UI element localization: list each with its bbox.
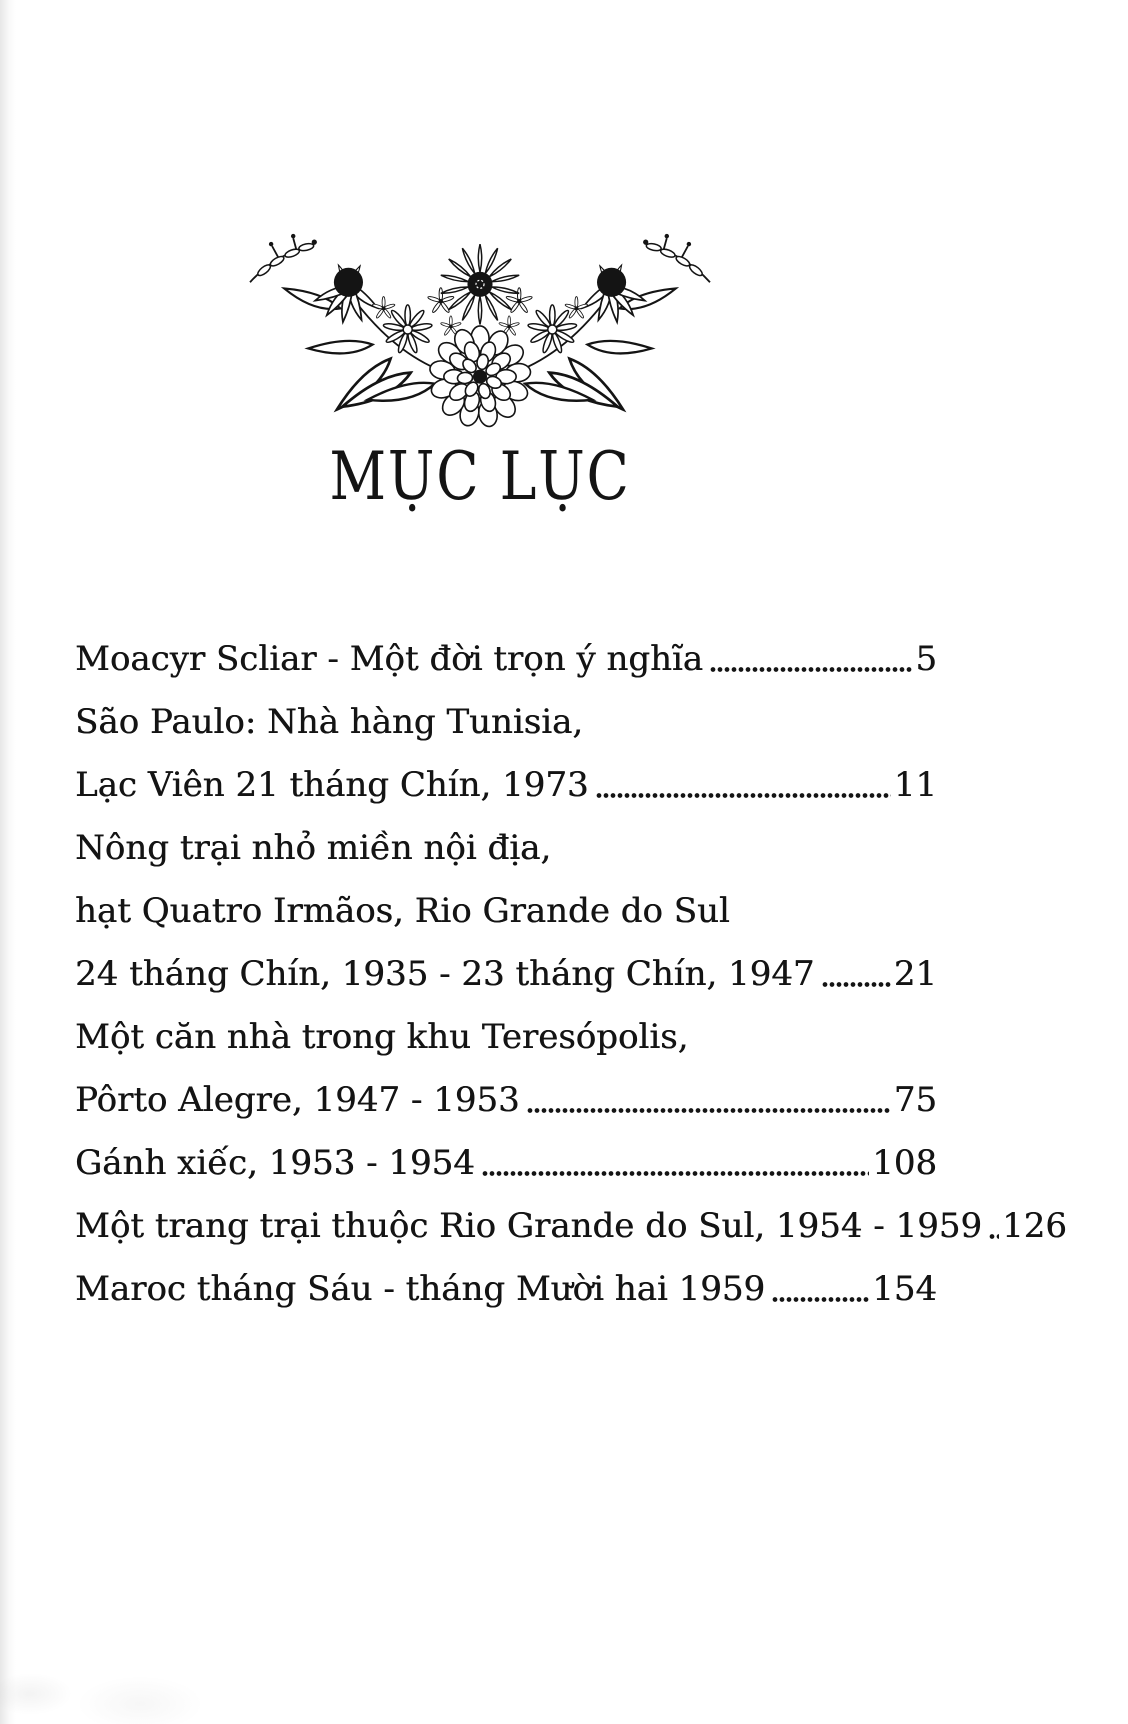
page-number: 11 xyxy=(893,765,937,805)
dotted-leader xyxy=(989,1232,999,1241)
toc-entry xyxy=(75,1079,937,1121)
dotted-leader xyxy=(596,791,891,800)
floral-ornament xyxy=(244,226,716,442)
toc-entry xyxy=(75,1016,937,1058)
toc-entry xyxy=(75,1205,1067,1247)
dotted-leader xyxy=(772,1295,869,1304)
toc-entry xyxy=(75,890,937,932)
page-number: 75 xyxy=(893,1080,937,1120)
page-title: MỤC LỤC xyxy=(329,438,631,515)
page-number: 126 xyxy=(1001,1206,1067,1246)
toc-entry-text: 24 tháng Chín, 1935 - 23 tháng Chín, 1947 xyxy=(75,954,815,994)
toc-entry-text: Lạc Viên 21 tháng Chín, 1973 xyxy=(75,765,589,805)
page-number: 108 xyxy=(872,1143,937,1183)
toc-entry xyxy=(75,827,937,869)
toc-entry-text: Moacyr Scliar - Một đời trọn ý nghĩa xyxy=(75,639,704,679)
scan-smudge xyxy=(0,1584,320,1724)
floral-garland-icon xyxy=(244,226,716,442)
dotted-leader xyxy=(822,980,891,989)
toc-entry xyxy=(75,701,937,743)
toc-entry-text: Một căn nhà trong khu Teresópolis, xyxy=(75,1017,689,1057)
page-number: 5 xyxy=(915,639,937,679)
toc-entry-text: Gánh xiếc, 1953 - 1954 xyxy=(75,1143,475,1183)
dotted-leader xyxy=(527,1106,891,1115)
scan-edge-shadow xyxy=(0,0,16,1724)
toc-entry-text: Một trang trại thuộc Rio Grande do Sul, 1954 - 1959 xyxy=(75,1206,982,1246)
toc-entry-text: Maroc tháng Sáu - tháng Mười hai 1959 xyxy=(75,1269,766,1309)
toc-entry xyxy=(75,1268,937,1310)
page-number: 21 xyxy=(893,954,937,994)
page-number: 154 xyxy=(872,1269,937,1309)
dotted-leader xyxy=(710,665,912,674)
toc-entry-text: Pôrto Alegre, 1947 - 1953 xyxy=(75,1080,520,1120)
table-of-contents xyxy=(75,638,1067,1331)
toc-entry xyxy=(75,1142,937,1184)
toc-entry-text: São Paulo: Nhà hàng Tunisia, xyxy=(75,702,584,742)
toc-entry xyxy=(75,764,937,806)
toc-entry xyxy=(75,953,937,995)
toc-entry-text: Nông trại nhỏ miền nội địa, xyxy=(75,828,552,868)
toc-entry xyxy=(75,638,937,680)
dotted-leader xyxy=(482,1169,869,1178)
toc-entry-text: hạt Quatro Irmãos, Rio Grande do Sul xyxy=(75,891,730,931)
